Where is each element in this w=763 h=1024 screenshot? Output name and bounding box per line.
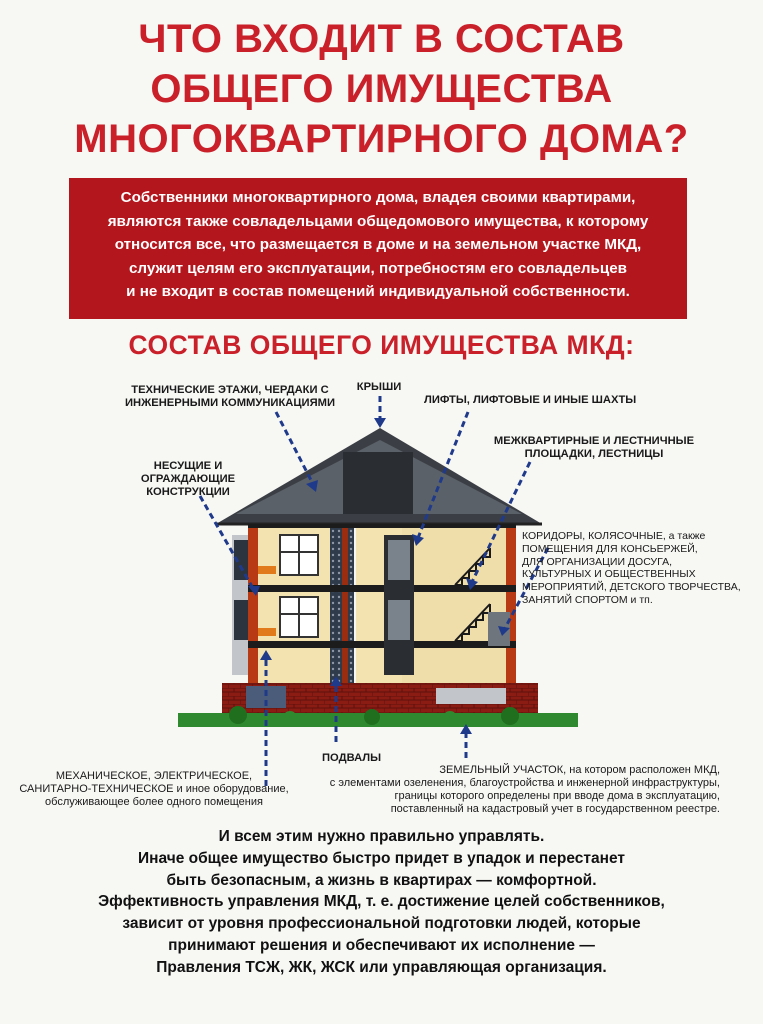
closing-line: Правления ТСЖ, ЖК, ЖСК или управляющая организация. xyxy=(156,958,607,976)
label-technical-floors: ТЕХНИЧЕСКИЕ ЭТАЖИ, ЧЕРДАКИ С ИНЖЕНЕРНЫМИ КОММУНИКАЦИЯМИ xyxy=(125,384,335,409)
title-line: ЧТО ВХОДИТ В СОСТАВ xyxy=(138,17,625,61)
label-bearing-structures: НЕСУЩИЕ И ОГРАЖДАЮЩИЕ КОНСТРУКЦИИ xyxy=(140,460,236,498)
title-line: МНОГОКВАРТИРНОГО ДОМА? xyxy=(74,117,689,161)
label-landings: МЕЖКВАРТИРНЫЕ И ЛЕСТНИЧНЫЕ ПЛОЩАДКИ, ЛЕСТНИЦЫ xyxy=(493,435,695,460)
stair-block xyxy=(402,525,514,683)
section-subtitle: СОСТАВ ОБЩЕГО ИМУЩЕСТВА МКД: xyxy=(128,330,635,360)
closing-line: быть безопасным, а жизнь в квартирах — комфортной. xyxy=(166,871,597,889)
closing-line: принимают решения и обеспечивают их исполнение — xyxy=(168,936,595,954)
closing-line: Иначе общее имущество быстро придет в упадок и перестанет xyxy=(137,849,626,867)
closing-line: Эффективность управления МКД, т. е. достижение целей собственников, xyxy=(98,893,665,911)
title-line: ОБЩЕГО ИМУЩЕСТВА xyxy=(150,67,613,111)
intro-line: Собственники многоквартирного дома, владея своими квартирами, xyxy=(120,189,636,206)
label-basements: ПОДВАЛЫ xyxy=(322,752,382,764)
label-land-plot: ЗЕМЕЛЬНЫЙ УЧАСТОК, на котором расположен МКД, с элементами озеленения, благоустройства и инженерной инфраструктуры, границы которого определены при вводе дома в эксплуатацию, поставленный на кадастровый учет в государственном реестре. xyxy=(329,764,720,815)
attic-window xyxy=(343,452,413,514)
intro-line: и не входит в состав помещений индивидуальной собственности. xyxy=(126,283,630,300)
intro-line: относится все, что размещается в доме и на земельном участке МКД, xyxy=(114,236,642,253)
label-roofs: КРЫШИ xyxy=(356,381,402,393)
closing-text xyxy=(0,826,763,979)
closing-line: И всем этим нужно правильно управлять. xyxy=(218,828,545,845)
intro-line: являются также совладельцами общедомового имущества, к которому xyxy=(107,212,649,230)
intro-line: служит целям его эксплуатации, потребностям его совладельцев xyxy=(128,259,628,277)
label-lifts: ЛИФТЫ, ЛИФТОВЫЕ И ИНЫЕ ШАХТЫ xyxy=(424,394,637,406)
closing-line: зависит от уровня профессиональной подготовки людей, которые xyxy=(122,915,641,933)
label-equipment: МЕХАНИЧЕСКОЕ, ЭЛЕКТРИЧЕСКОЕ, САНИТАРНО-ТЕХНИЧЕСКОЕ и иное оборудование, обслуживающее более одного помещения xyxy=(19,770,289,808)
label-corridors: КОРИДОРЫ, КОЛЯСОЧНЫЕ, а также ПОМЕЩЕНИЯ ДЛЯ КОНСЬЕРЖЕЙ, ДЛЯ ОРГАНИЗАЦИИ ДОСУГА, КУЛЬТУРНЫХ И ОБЩЕСТВЕННЫХ МЕРОПРИЯТИЙ, ДЕТСКОГО ТВОРЧЕСТВА, ЗАНЯТИЙ СПОРТОМ и тп. xyxy=(522,530,741,606)
